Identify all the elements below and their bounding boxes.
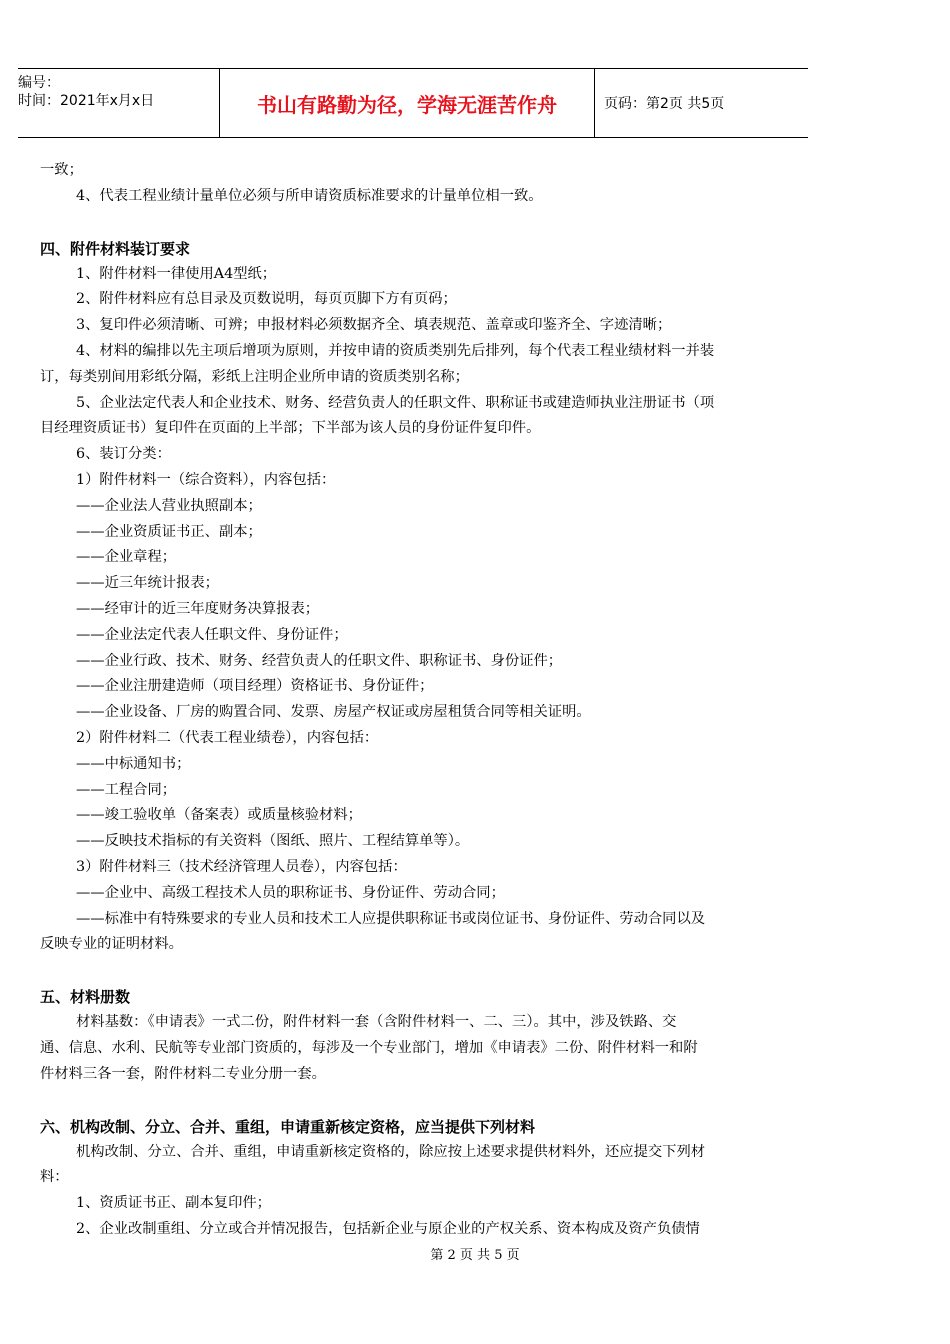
header-left-cell <box>18 69 218 137</box>
list-item: 5、企业法定代表人和企业技术、财务、经营负责人的任职文件、职称证书或建造师执业注册证书（项 <box>76 394 715 411</box>
dash-item: ——企业章程； <box>76 549 177 566</box>
document-body <box>40 158 920 1243</box>
list-item: 2、企业改制重组、分立或合并情况报告，包括新企业与原企业的产权关系、资本构成及资产负债情 <box>76 1220 700 1237</box>
section-heading-5: 五、材料册数 <box>40 988 131 1007</box>
section-heading-6: 六、机构改制、分立、合并、重组，申请重新核定资格，应当提供下列材料 <box>40 1117 536 1136</box>
subsection-heading: 1）附件材料一（综合资料），内容包括： <box>76 471 336 488</box>
paragraph-continuation: 件材料三各一套，附件材料二专业分册一套。 <box>40 1065 326 1082</box>
header-slogan: 书山有路勤为径，学海无涯苦作舟 <box>219 69 595 137</box>
header-page-number: 页码：第2页 共5页 <box>604 96 725 112</box>
paragraph-item-4: 4、代表工程业绩计量单位必须与所申请资质标准要求的计量单位相一致。 <box>76 187 543 204</box>
dash-item: ——企业行政、技术、财务、经营负责人的任职文件、职称证书、身份证件； <box>76 652 563 669</box>
dash-item: ——企业法定代表人任职文件、身份证件； <box>76 626 348 643</box>
dash-item: ——经审计的近三年度财务决算报表； <box>76 600 320 617</box>
paragraph: 材料基数：《申请表》一式二份，附件材料一套（含附件材料一、二、三）。其中，涉及铁路、交 <box>76 1014 677 1031</box>
dash-item: ——反映技术指标的有关资料（图纸、照片、工程结算单等）。 <box>76 833 470 850</box>
page-footer: 第 2 页 共 5 页 <box>430 1248 520 1263</box>
document-time-label: 时间：2021年x月x日 <box>18 93 155 109</box>
list-item-continuation: 订，每类别间用彩纸分隔，彩纸上注明企业所申请的资质类别名称； <box>40 368 469 385</box>
list-item: 1、资质证书正、副本复印件； <box>76 1195 271 1212</box>
list-item: 1、附件材料一律使用A4型纸； <box>76 265 277 282</box>
dash-item: ——工程合同； <box>76 781 177 798</box>
paragraph: 机构改制、分立、合并、重组，申请重新核定资格的，除应按上述要求提供材料外，还应提交下列材 <box>76 1143 706 1160</box>
list-item: 2、附件材料应有总目录及页数说明，每页页脚下方有页码； <box>76 291 457 308</box>
list-item: 3、复印件必须清晰、可辨；申报材料必须数据齐全、填表规范、盖章或印鉴齐全、字迹清晰； <box>76 317 672 334</box>
list-item: 6、装订分类： <box>76 446 171 463</box>
dash-item: ——企业中、高级工程技术人员的职称证书、身份证件、劳动合同； <box>76 884 505 901</box>
paragraph-continuation: 料： <box>40 1169 69 1186</box>
section-heading-4: 四、附件材料装订要求 <box>40 239 191 258</box>
paragraph-continuation: 一致； <box>40 162 83 178</box>
dash-item: ——近三年统计报表； <box>76 575 219 592</box>
paragraph-continuation: 通、信息、水利、民航等专业部门资质的，每涉及一个专业部门，增加《申请表》二份、附件材料一和附 <box>40 1039 698 1056</box>
dash-item-continuation: 反映专业的证明材料。 <box>40 936 183 953</box>
dash-item: ——企业设备、厂房的购置合同、发票、房屋产权证或房屋租赁合同等相关证明。 <box>76 704 591 721</box>
dash-item: ——中标通知书； <box>76 755 191 772</box>
dash-item: ——企业法人营业执照副本； <box>76 497 262 514</box>
dash-item: ——标准中有特殊要求的专业人员和技术工人应提供职称证书或岗位证书、身份证件、劳动合同以及 <box>76 910 706 927</box>
dash-item: ——企业资质证书正、副本； <box>76 523 262 540</box>
document-code-label: 编号： <box>18 75 60 91</box>
page-header <box>18 68 808 138</box>
subsection-heading: 2）附件材料二（代表工程业绩卷），内容包括： <box>76 729 379 746</box>
subsection-heading: 3）附件材料三（技术经济管理人员卷），内容包括： <box>76 858 407 875</box>
list-item-continuation: 目经理资质证书）复印件在页面的上半部；下半部为该人员的身份证件复印件。 <box>40 420 541 437</box>
dash-item: ——企业注册建造师（项目经理）资格证书、身份证件； <box>76 678 434 695</box>
dash-item: ——竣工验收单（备案表）或质量核验材料； <box>76 807 362 824</box>
list-item: 4、材料的编排以先主项后增项为原则，并按申请的资质类别先后排列，每个代表工程业绩材料一并装 <box>76 342 715 359</box>
